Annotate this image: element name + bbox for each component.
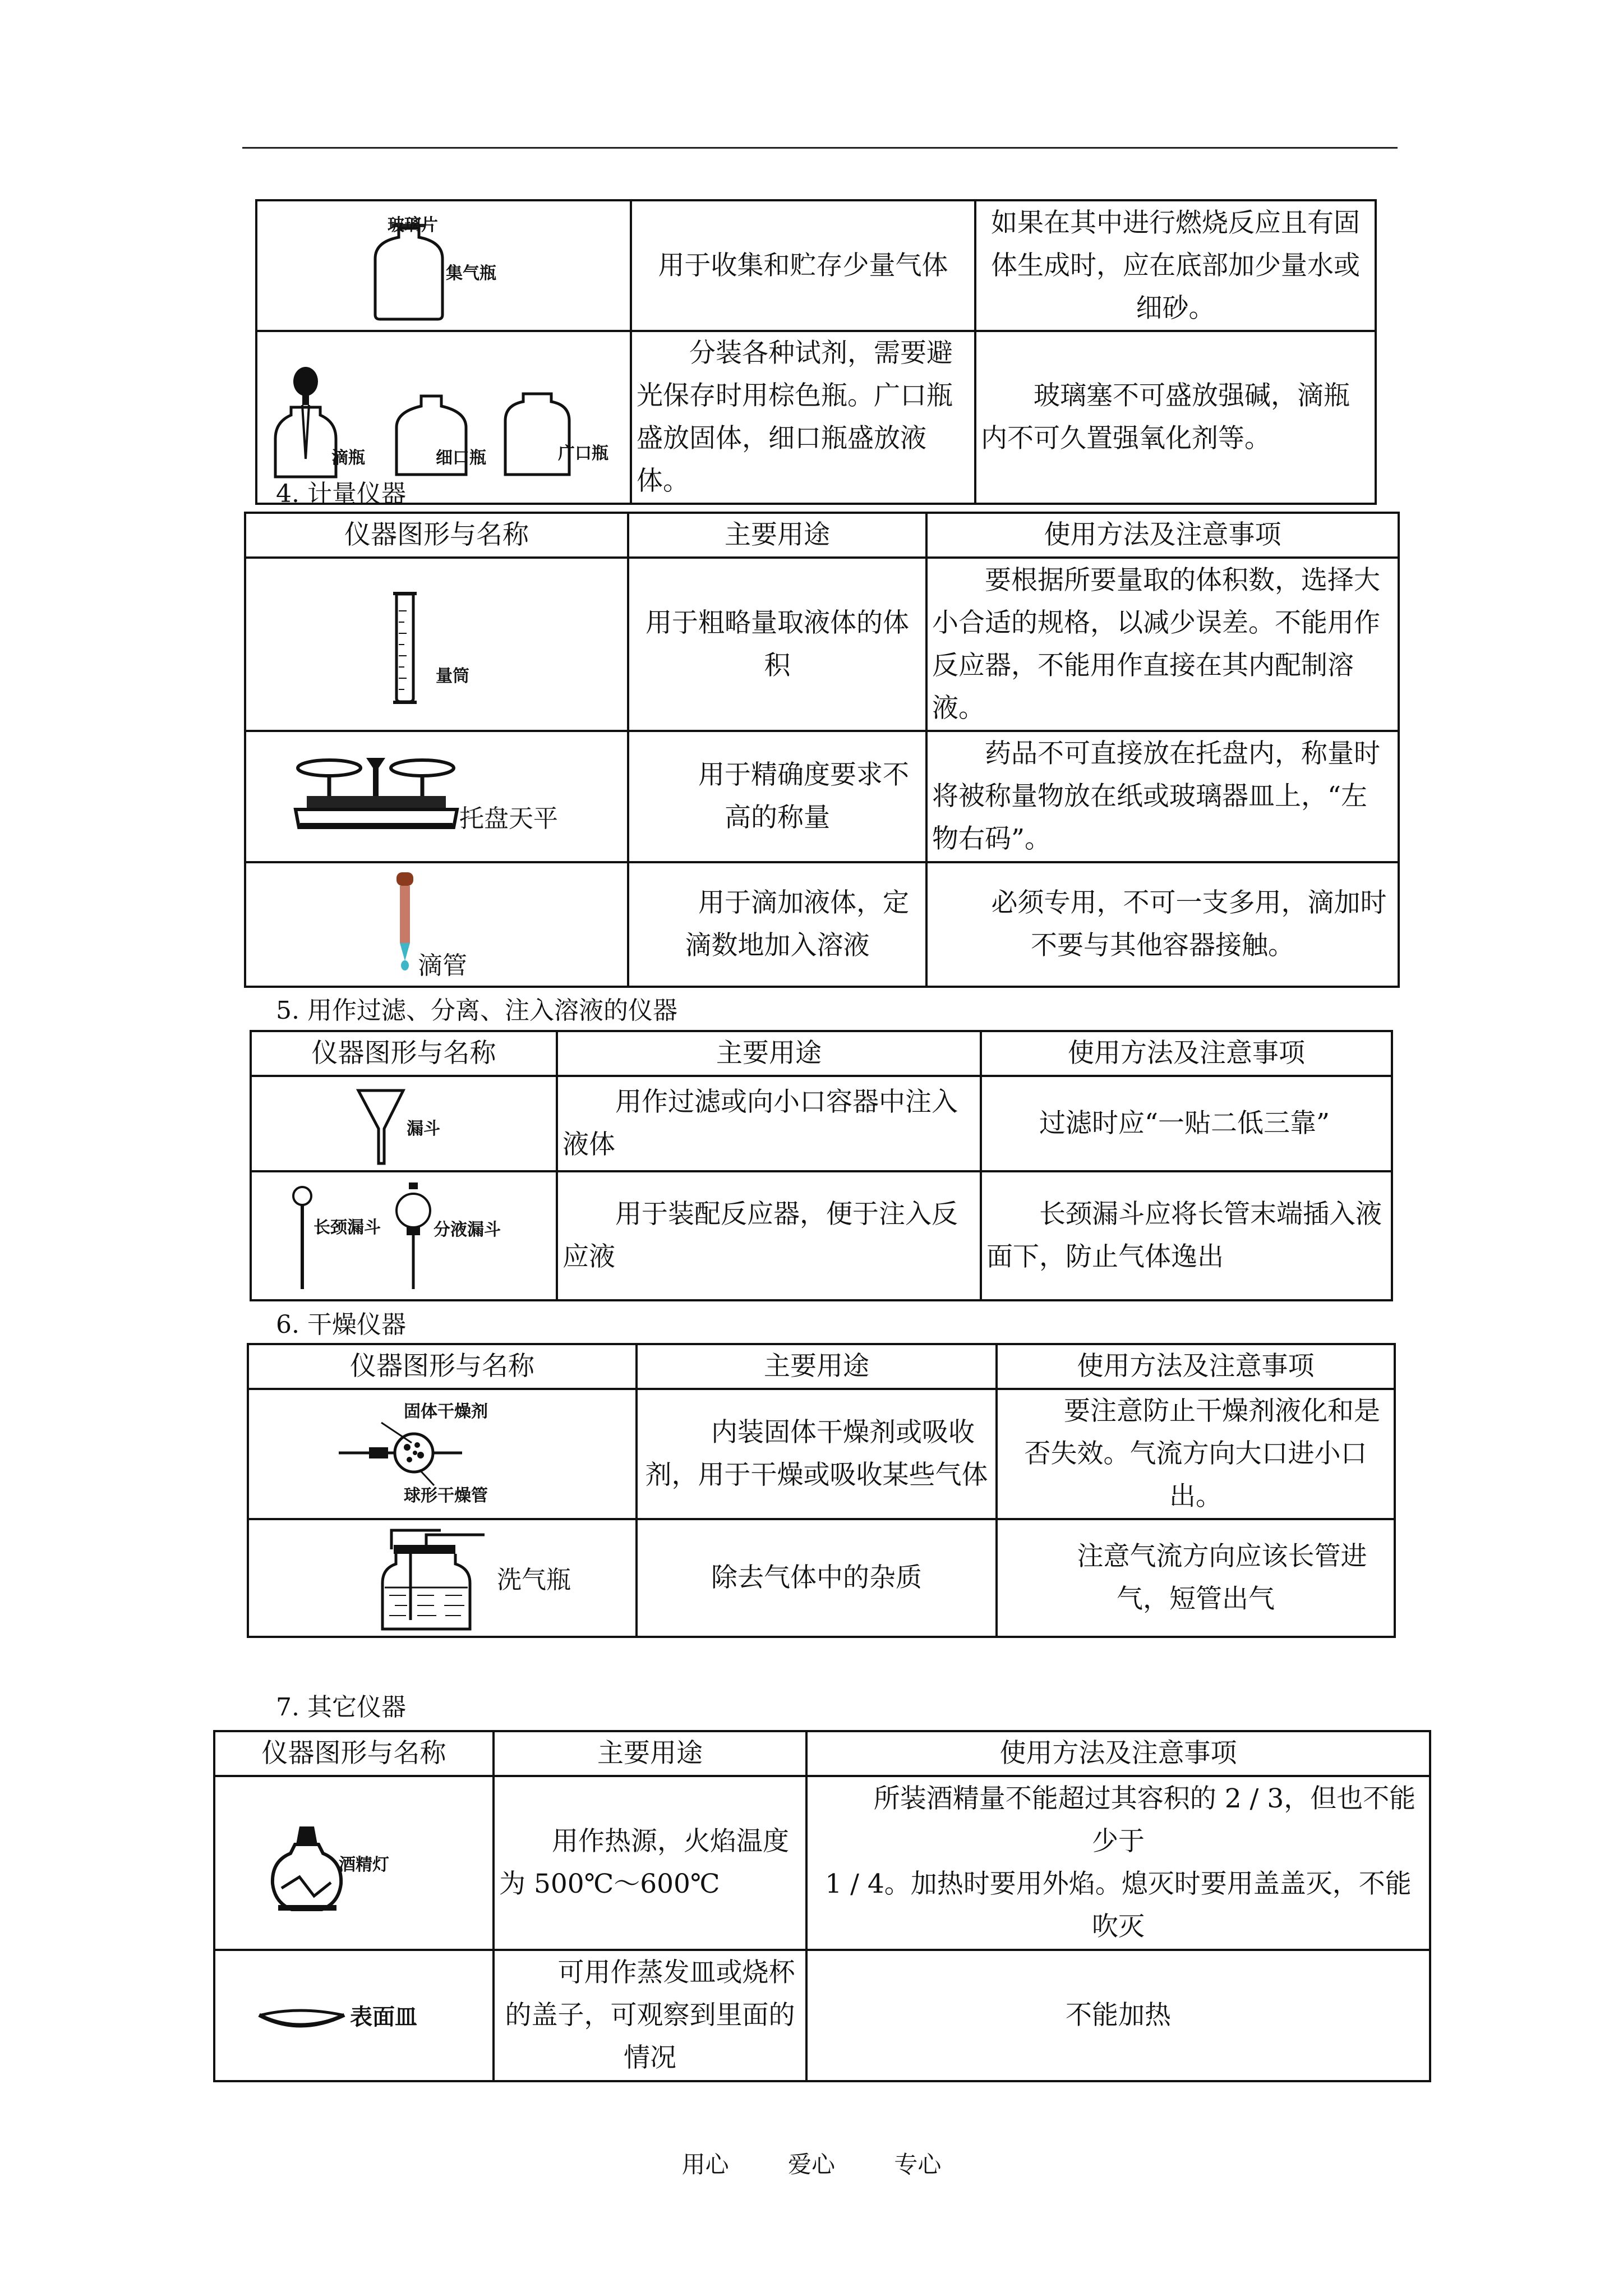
- funnel-icon: [252, 1078, 554, 1169]
- use-cell: 用作过滤或向小口容器中注入液体: [557, 1076, 981, 1171]
- label-dropper: 滴管: [418, 951, 467, 980]
- note-line-2: 1 / 4。加热时要用外焰。熄灭时要用盖盖灭，不能吹灭: [825, 1869, 1412, 1942]
- figure-cell: [245, 862, 628, 987]
- table-row: [256, 200, 1376, 331]
- footer-text-2: 爱心: [787, 2151, 835, 2178]
- label-funnel: 漏斗: [407, 1119, 440, 1139]
- table-header-row: [248, 1344, 1395, 1389]
- label-dropper-bottle: 滴瓶: [331, 448, 365, 468]
- label-drying-tube: 球形干燥管: [404, 1486, 488, 1506]
- note-cell: 玻璃塞不可盛放强碱，滴瓶内不可久置强氧化剂等。: [975, 331, 1376, 504]
- table-row: [214, 1776, 1430, 1950]
- note-cell: 要根据所要量取的体积数，选择大小合适的规格，以减少误差。不能用作反应器，不能用作直接在其内配制溶液。: [926, 558, 1399, 731]
- header-col-note: 使用方法及注意事项: [981, 1031, 1392, 1076]
- table-drying: [247, 1343, 1396, 1638]
- table-storage-bottles: [255, 199, 1377, 505]
- table-measuring: [244, 512, 1400, 988]
- figure-cell: [245, 731, 628, 862]
- label-watch-glass: 表面皿: [350, 2004, 417, 2030]
- figure-cell: [256, 331, 631, 504]
- table-row: [245, 731, 1399, 862]
- note-cell: 要注意防止干燥剂液化和是否失效。气流方向大口进小口出。: [997, 1389, 1395, 1519]
- table-header-row: [245, 513, 1399, 558]
- table-row: [251, 1076, 1392, 1171]
- use-cell: 除去气体中的杂质: [637, 1519, 997, 1637]
- use-cell: 分装各种试剂，需要避光保存时用棕色瓶。广口瓶盛放固体，细口瓶盛放液体。: [631, 331, 975, 504]
- figure-cell: [214, 1950, 494, 2081]
- table-row: [251, 1171, 1392, 1300]
- header-col-use: 主要用途: [557, 1031, 981, 1076]
- use-cell: 用于收集和贮存少量气体: [631, 200, 975, 331]
- table-row: [248, 1389, 1395, 1519]
- page-footer: [0, 2146, 1623, 2180]
- header-col-note: 使用方法及注意事项: [926, 513, 1399, 558]
- note-cell: 注意气流方向应该长管进气，短管出气: [997, 1519, 1395, 1637]
- footer-text-1: 用心: [681, 2151, 729, 2178]
- note-line-1: 所装酒精量不能超过其容积的 2 / 3，但也不能少于: [873, 1783, 1416, 1857]
- header-col-use: 主要用途: [494, 1731, 806, 1776]
- label-graduated-cylinder: 量筒: [436, 666, 469, 686]
- section-title-4: 4. 计量仪器: [276, 480, 406, 508]
- header-col-use: 主要用途: [628, 513, 926, 558]
- note-cell: 长颈漏斗应将长管末端插入液面下，防止气体逸出: [981, 1171, 1392, 1300]
- section-title-5: 5. 用作过滤、分离、注入溶液的仪器: [276, 996, 677, 1025]
- note-cell: [806, 1776, 1430, 1950]
- gas-collecting-bottle-icon: [257, 203, 628, 329]
- table-header-row: [251, 1031, 1392, 1076]
- balance-icon: [246, 733, 625, 860]
- label-narrow-mouth-bottle: 细口瓶: [436, 448, 486, 468]
- use-cell: 内装固体干燥剂或吸收剂，用于干燥或吸收某些气体: [637, 1389, 997, 1519]
- label-solid-desiccant: 固体干燥剂: [404, 1402, 488, 1421]
- label-balance: 托盘天平: [459, 804, 558, 833]
- label-gas-washing-bottle: 洗气瓶: [497, 1566, 571, 1594]
- table-header-row: [214, 1731, 1430, 1776]
- figure-cell: [248, 1389, 637, 1519]
- table-row: [256, 331, 1376, 504]
- figure-cell: [248, 1519, 637, 1637]
- header-col-use: 主要用途: [637, 1344, 997, 1389]
- header-col-figure: 仪器图形与名称: [214, 1731, 494, 1776]
- note-cell: 必须专用，不可一支多用，滴加时不要与其他容器接触。: [926, 862, 1399, 987]
- table-row: [214, 1950, 1430, 2081]
- figure-cell: [251, 1171, 557, 1300]
- graduated-cylinder-icon: [246, 560, 625, 729]
- header-col-figure: 仪器图形与名称: [251, 1031, 557, 1076]
- table-other: [213, 1730, 1431, 2082]
- table-funnels: [250, 1030, 1393, 1301]
- header-col-note: 使用方法及注意事项: [997, 1344, 1395, 1389]
- long-neck-and-separatory-funnel-icon: [252, 1174, 554, 1298]
- table-row: [248, 1519, 1395, 1637]
- label-alcohol-lamp: 酒精灯: [339, 1855, 389, 1875]
- footer-text-3: 专心: [894, 2151, 942, 2178]
- header-rule: [242, 147, 1398, 149]
- note-cell: 过滤时应“一贴二低三靠”: [981, 1076, 1392, 1171]
- note-cell: 药品不可直接放在托盘内，称量时将被称量物放在纸或玻璃器皿上，“左物右码”。: [926, 731, 1399, 862]
- use-cell: 用作热源，火焰温度为 500℃～600℃: [494, 1776, 806, 1950]
- figure-cell: [251, 1076, 557, 1171]
- use-cell: 用于精确度要求不高的称量: [628, 731, 926, 862]
- label-gas-bottle: 集气瓶: [446, 264, 496, 283]
- section-title-6: 6. 干燥仪器: [276, 1310, 406, 1339]
- figure-cell: [245, 558, 628, 731]
- use-cell: 可用作蒸发皿或烧杯的盖子，可观察到里面的情况: [494, 1950, 806, 2081]
- use-cell: 用于滴加液体，定滴数地加入溶液: [628, 862, 926, 987]
- use-cell: 用于粗略量取液体的体积: [628, 558, 926, 731]
- table-row: [245, 862, 1399, 987]
- header-col-note: 使用方法及注意事项: [806, 1731, 1430, 1776]
- note-cell: 如果在其中进行燃烧反应且有固体生成时，应在底部加少量水或细砂。: [975, 200, 1376, 331]
- label-glass-plate: 玻璃片: [388, 215, 438, 235]
- note-cell: 不能加热: [806, 1950, 1430, 2081]
- header-col-figure: 仪器图形与名称: [245, 513, 628, 558]
- figure-cell: [214, 1776, 494, 1950]
- use-cell: 用于装配反应器，便于注入反应液: [557, 1171, 981, 1300]
- label-wide-mouth-bottle: 广口瓶: [558, 444, 608, 463]
- label-long-neck-funnel: 长颈漏斗: [313, 1218, 381, 1237]
- section-title-7: 7. 其它仪器: [276, 1693, 406, 1722]
- figure-cell: [256, 200, 631, 331]
- table-row: [245, 558, 1399, 731]
- label-separatory-funnel: 分液漏斗: [434, 1220, 501, 1240]
- header-col-figure: 仪器图形与名称: [248, 1344, 637, 1389]
- gas-washing-bottle-icon: [249, 1521, 633, 1635]
